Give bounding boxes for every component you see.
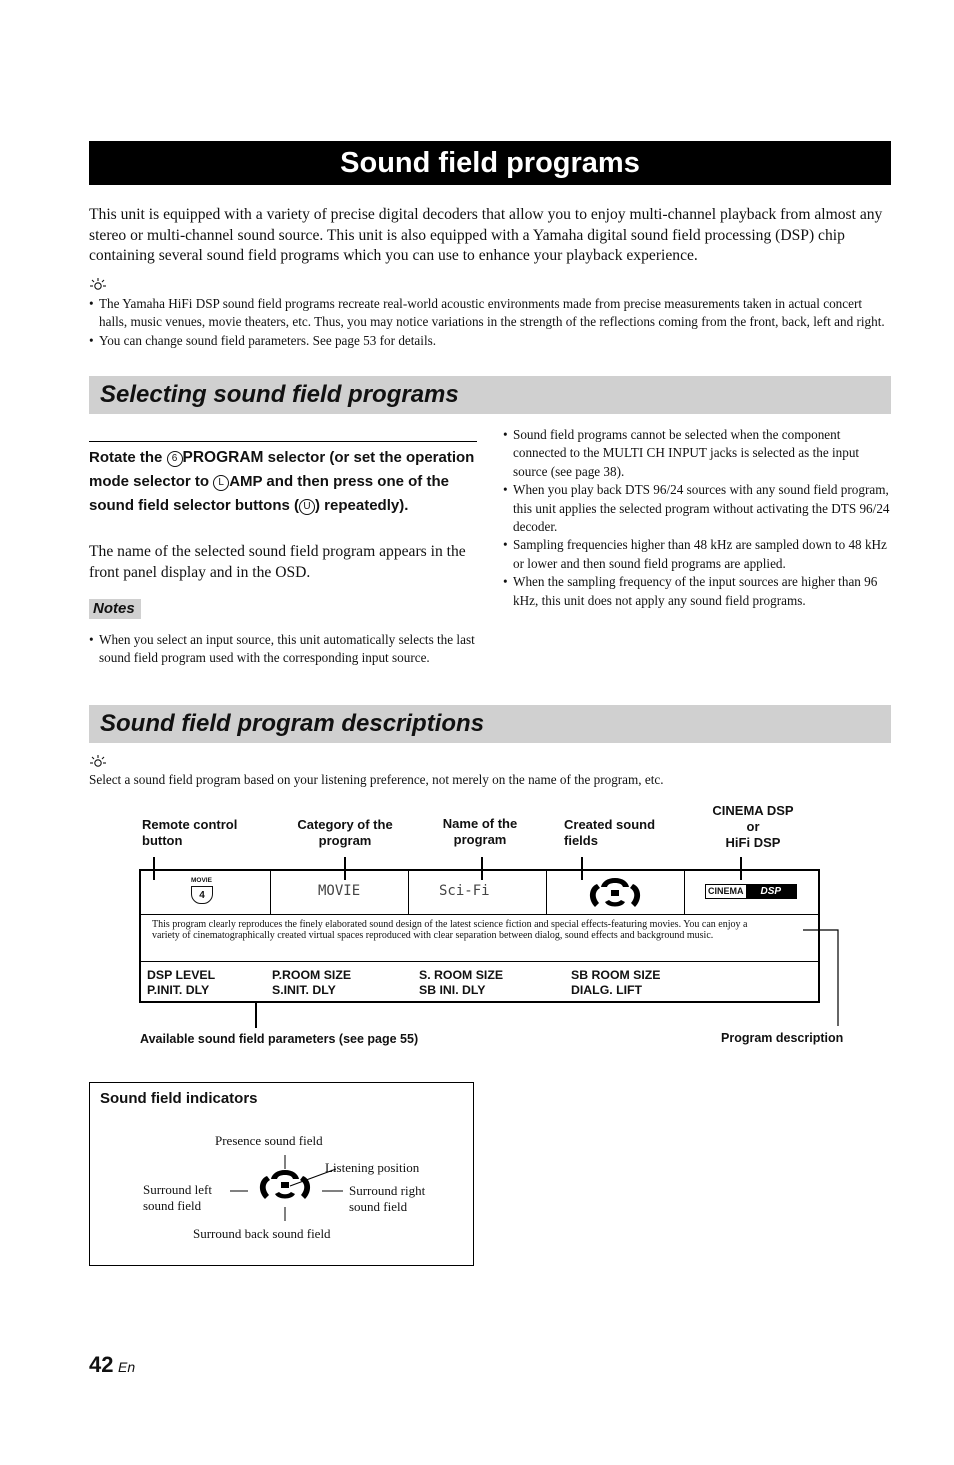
- surround-back-label: Surround back sound field: [193, 1226, 331, 1241]
- note-item: • When you play back DTS 96/24 sources with any sound field program, this unit applies the selected program without activating the DTS 96/24 decoder.: [503, 481, 891, 536]
- section-heading-descriptions: Sound field program descriptions: [89, 705, 891, 743]
- callout-category: Category of the program: [297, 817, 393, 848]
- note-item: • When the sampling frequency of the input sources are higher than 96 kHz, this unit does not apply any sound field programs.: [503, 573, 891, 610]
- created-field-cell: [547, 871, 685, 914]
- param-column: SB ROOM SIZE DIALG. LIFT: [571, 968, 661, 997]
- step-instruction: Rotate the 6 PROGRAM selector (or set the operation mode selector to L AMP and then press one of the sound field selector buttons ( U ) repeatedly).: [89, 449, 475, 514]
- page-title: Sound field programs: [89, 141, 891, 185]
- callout-params: Available sound field parameters (see page 55): [140, 1032, 419, 1046]
- param-column: DSP LEVEL P.INIT. DLY: [147, 968, 216, 997]
- key-letter-u: U: [299, 499, 315, 515]
- listening-label: Listening position: [325, 1160, 420, 1175]
- notes-badge: Notes: [89, 600, 141, 618]
- key-letter-l: L: [213, 475, 229, 491]
- param-column: S. ROOM SIZE SB INI. DLY: [419, 968, 504, 997]
- section-heading-selecting: Selecting sound field programs: [89, 376, 891, 414]
- name-cell: [409, 871, 547, 914]
- tip-item: • The Yamaha HiFi DSP sound field programs recreate real-world acoustic environments made from precise measurements taken in actual concert halls, music venues, movie theaters, etc. Thus, you may notice variations in the strength of the reflections coming from the front, back, left and right.: [89, 295, 891, 332]
- intro-paragraph: This unit is equipped with a variety of precise digital decoders that allow you to enjoy multi-channel playback from almost any stereo or multi-channel sound source. This unit is also equipped with a Yamaha digital sound field processing (DSP) chip containing several sound field programs which you can use to enhance your playback experience.: [89, 206, 883, 264]
- row-divider: [141, 961, 818, 962]
- step-body: The name of the selected sound field program appears in the front panel display and in the OSD.: [89, 543, 466, 581]
- button-category-label: MOVIE: [191, 877, 212, 884]
- sound-field-indicators-box: [89, 1082, 474, 1266]
- indicators-title: Sound field indicators: [100, 1090, 258, 1107]
- sound-field-icon: [583, 875, 647, 911]
- cinema-dsp-logo: CINEMA DSP: [705, 884, 797, 899]
- param-column: P.ROOM SIZE S.INIT. DLY: [272, 968, 352, 997]
- callout-created: Created sound fields: [564, 817, 656, 848]
- dsp-logo-cell: [685, 871, 822, 914]
- tip-item: • You can change sound field parameters. See page 53 for details.: [89, 332, 891, 350]
- sound-field-icon: [260, 1170, 310, 1199]
- note-item: • Sampling frequencies higher than 48 kHz are sampled down to 48 kHz or lower and then sound field programs are applied.: [503, 536, 891, 573]
- remote-button-icon: 4: [191, 886, 213, 904]
- surround-left-label: Surround left sound field: [143, 1182, 212, 1213]
- program-name-text: Sci-Fi: [439, 883, 490, 899]
- page-language: En: [118, 1359, 136, 1375]
- callout-program-description: Program description: [721, 1031, 844, 1045]
- row-divider: [141, 914, 818, 915]
- callout-name: Name of the program: [442, 816, 518, 847]
- surround-right-label: Surround right sound field: [349, 1183, 426, 1214]
- callout-remote: Remote control button: [142, 817, 238, 848]
- note-item: • When you select an input source, this unit automatically selects the last sound field program used with the corresponding input source.: [89, 631, 477, 668]
- category-cell: [271, 871, 409, 914]
- note-item: • Sound field programs cannot be selected when the component connected to the MULTI CH INPUT jacks is selected as the input source (see page 38).: [503, 426, 891, 481]
- program-description-text: This program clearly reproduces the finely elaborated sound design of the latest science fiction and special effects-featuring movies. You can enjoy a variety of cinematographically created virtual spaces reproduced with clear separation between dialog, sound effects and background music.: [152, 919, 748, 941]
- key-number-6: 6: [167, 451, 183, 467]
- descriptions-tip: Select a sound field program based on your listening preference, not merely on the name of the program, etc.: [89, 772, 664, 787]
- sound-field-diagram: [90, 1083, 475, 1267]
- category-text: MOVIE: [318, 883, 361, 899]
- page-number: 42: [89, 1352, 114, 1377]
- program-table: [139, 869, 820, 1003]
- callout-dsp: CINEMA DSP or HiFi DSP: [712, 803, 794, 850]
- presence-label: Presence sound field: [215, 1133, 323, 1148]
- remote-button-cell: [141, 871, 271, 914]
